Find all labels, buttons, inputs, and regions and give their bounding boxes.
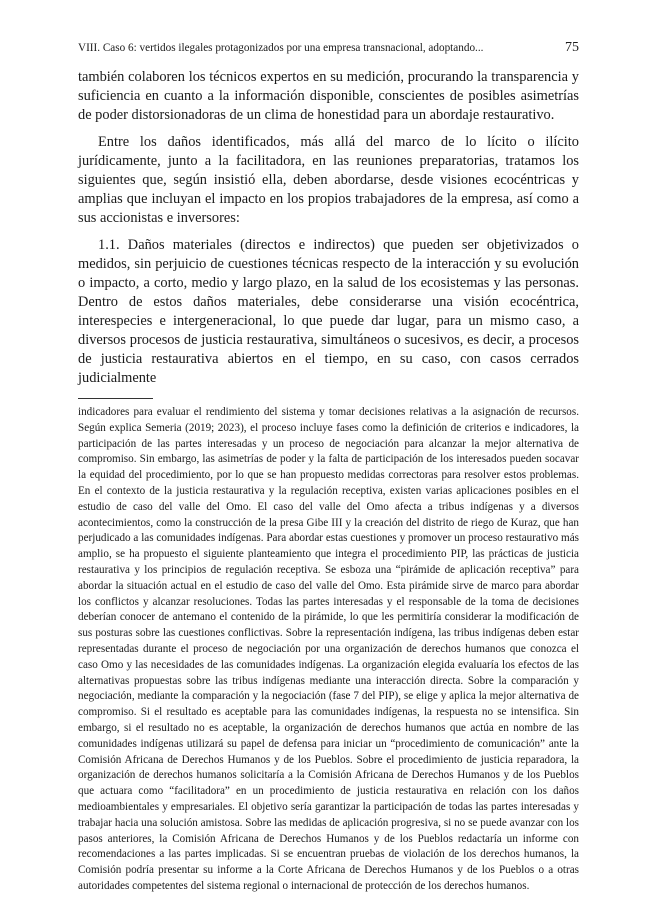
body-paragraph: también colaboren los técnicos expertos en su medición, procurando la transparencia y suficiencia en cuanto a la información disponible, conscientes de posibles asimetrías de poder distorsionadoras de un clima de honestidad para un abordaje restaurativo. xyxy=(78,69,579,123)
running-header xyxy=(78,40,579,60)
footnote xyxy=(78,405,579,895)
body-paragraph: 1.1. Daños materiales (directos e indirectos) que pueden ser objetivizados o medidos, sin perjuicio de cuestiones técnicas respecto de la interacción y su evolución o impacto, a corto, medio y largo plazo, en la salud de los ecosistemas y las personas. Dentro de estos daños materiales, debe considerarse una visión ecocéntrica, interespecies e intergeneracional, lo que puede dar lugar, para un mismo caso, a diversos procesos de justicia restaurativa, simultáneos o sucesivos, es decir, a procesos de justicia restaurativa abiertos en el tiempo, en su caso, con casos cerrados judicialmente xyxy=(78,237,579,386)
running-title: VIII. Caso 6: vertidos ilegales protagonizados por una empresa transnacional, adoptando... xyxy=(78,42,484,54)
body-text xyxy=(78,68,579,388)
book-page xyxy=(78,40,579,895)
page-number: 75 xyxy=(565,40,579,55)
footnote-separator xyxy=(78,398,153,399)
body-paragraph: Entre los daños identificados, más allá del marco de lo lícito o ilícito jurídicamente, junto a la facilitadora, en las reuniones preparatorias, tratamos los siguientes que, según insistió ella, deben abordarse, desde visiones ecocéntricas y amplias que incluyan el impacto en los propios trabajadores de la empresa, así como a sus accionistas e inversores: xyxy=(78,134,579,226)
footnote-text: indicadores para evaluar el rendimiento del sistema y tomar decisiones relativas a la asignación de recursos. Según explica Semeria (2019; 2023), el proceso incluye fases como la definición de criterios e indicadores, la participación de las partes interesadas y un proceso de negociación para alcanzar la mejor alternativa de compromiso. Sin embargo, las asimetrías de poder y la falta de participación de los interesados pueden socavar la equidad del procedimiento, por lo que se han propuesto medidas correctoras para resolver estos problemas. En el contexto de la justicia restaurativa y la regulación receptiva, existen varias aplicaciones posibles en el estudio de caso del valle del Omo. El caso del valle del Omo afecta a tribus indígenas y a diversos acontecimientos, como la construcción de la presa Gibe III y la creación del distrito de riego de Kuraz, que han perjudicado a las comunidades indígenas. Para abordar estas cuestiones y promover un proceso restaurativo más amplio, se ha propuesto el siguiente planteamiento que integra el procedimiento PIP, las prácticas de justicia restaurativa y los principios de regulación receptiva. Se esboza una “pirámide de aplicación receptiva” para abordar la situación actual en el estudio de caso del valle del Omo. Esta pirámide sirve de marco para abordar los conflictos y alcanzar resoluciones. Todas las partes interesadas y el responsable de la toma de decisiones deberían conocer de antemano el contenido de la pirámide, lo que les permitiría considerar la modificación de sus posturas sobre las cuestiones conflictivas. Sobre la representación indígena, las tribus indígenas deben estar representadas durante el proceso de negociación por una organización de derechos humanos que conozca el caso Omo y las necesidades de las comunidades indígenas. La organización elegida evaluaría los efectos de las alternativas propuestas sobre las tribus indígenas mediante una interacción directa. Sobre la comparación y negociación, mediante la comparación y la negociación (fase 7 del PIP), se elige y aplica la mejor alternativa de compromiso. Si el resultado es aceptable para las comunidades indígenas, la respuesta no se intensifica. Sin embargo, si el resultado no es aceptable, la organización de derechos humanos que actúa en nombre de las comunidades indígenas utilizará su papel de defensa para iniciar un “procedimiento de comunicación” ante la Comisión Africana de Derechos Humanos y de los Pueblos. Sobre el procedimiento de justicia reparadora, la organización de derechos humanos solicitaría a la Comisión Africana de Derechos Humanos y de los Pueblos que actuara como “facilitadora” en un procedimiento de justicia restaurativa en relación con los daños medioambientales y empresariales. El objetivo sería garantizar la participación de todas las partes interesadas y trabajar hacia una solución amistosa. Sobre las medidas de aplicación progresiva, si no se puede avanzar con los pasos anteriores, la Comisión Africana de Derechos Humanos y de los Pueblos redactaría un informe con recomendaciones a las partes implicadas. Si se encuentran pruebas de violación de los derechos humanos, la Comisión podría presentar su informe a la Corte Africana de Derechos Humanos y de los Pueblos o a otras autoridades competentes del sistema regional o internacional de protección de los derechos humanos. xyxy=(78,406,579,892)
